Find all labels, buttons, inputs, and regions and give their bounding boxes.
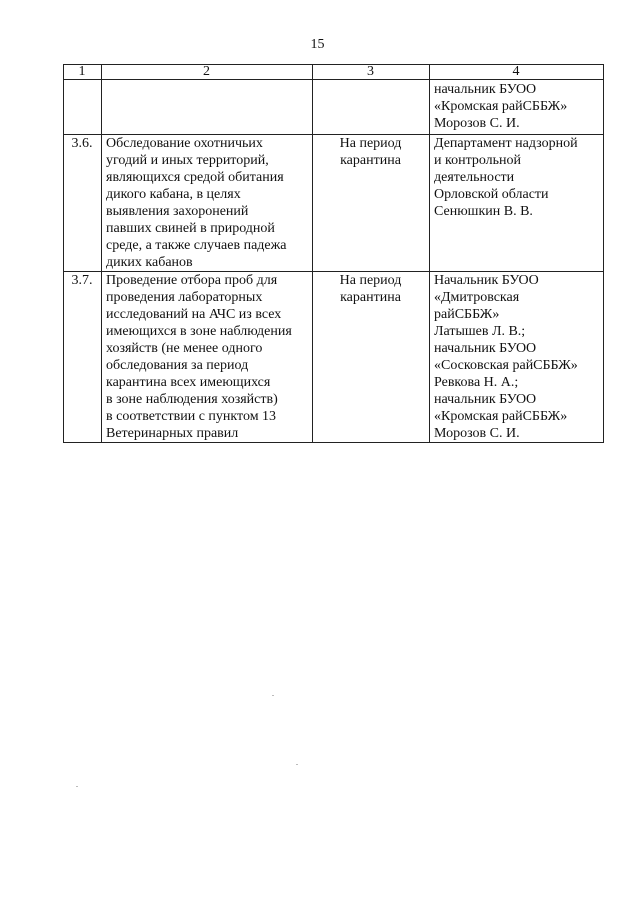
- row-number: 3.7.: [64, 272, 102, 443]
- period-cell: На период карантина: [313, 135, 430, 272]
- period-cell: [313, 80, 430, 135]
- measure-cell: Обследование охотничьих угодий и иных территорий, являющихся средой обитания дикого кабана, в целях выявления захоронений павших свиней в природной среде, а также случаев падежа диких кабанов: [102, 135, 313, 272]
- row-number: [64, 80, 102, 135]
- scan-speck: [272, 695, 274, 696]
- responsible-cell: начальник БУОО «Кромская райСББЖ» Морозов С. И.: [430, 80, 604, 135]
- header-col-2: 2: [102, 65, 313, 80]
- responsible-cell: Департамент надзорной и контрольной деятельности Орловской области Сенюшкин В. В.: [430, 135, 604, 272]
- table-row: [64, 272, 604, 443]
- header-col-3: 3: [313, 65, 430, 80]
- row-number: 3.6.: [64, 135, 102, 272]
- measure-cell: [102, 80, 313, 135]
- responsible-cell: Начальник БУОО «Дмитровская райСББЖ» Латышев Л. В.; начальник БУОО «Сосковская райСББЖ» Ревкова Н. А.; начальник БУОО «Кромская райСББЖ» Морозов С. И.: [430, 272, 604, 443]
- table-header-row: [64, 65, 604, 80]
- period-cell: На период карантина: [313, 272, 430, 443]
- scan-speck: [76, 786, 78, 787]
- table-row: [64, 80, 604, 135]
- scan-speck: [296, 764, 298, 765]
- header-col-4: 4: [430, 65, 604, 80]
- measure-cell: Проведение отбора проб для проведения лабораторных исследований на АЧС из всех имеющихся в зоне наблюдения хозяйств (не менее одного обследования за период карантина всех имеющихся в зоне наблюдения хозяйств) в соответствии с пунктом 13 Ветеринарных правил: [102, 272, 313, 443]
- header-col-1: 1: [64, 65, 102, 80]
- measures-table: [63, 64, 604, 443]
- page-number: 15: [310, 37, 325, 52]
- table-row: [64, 135, 604, 272]
